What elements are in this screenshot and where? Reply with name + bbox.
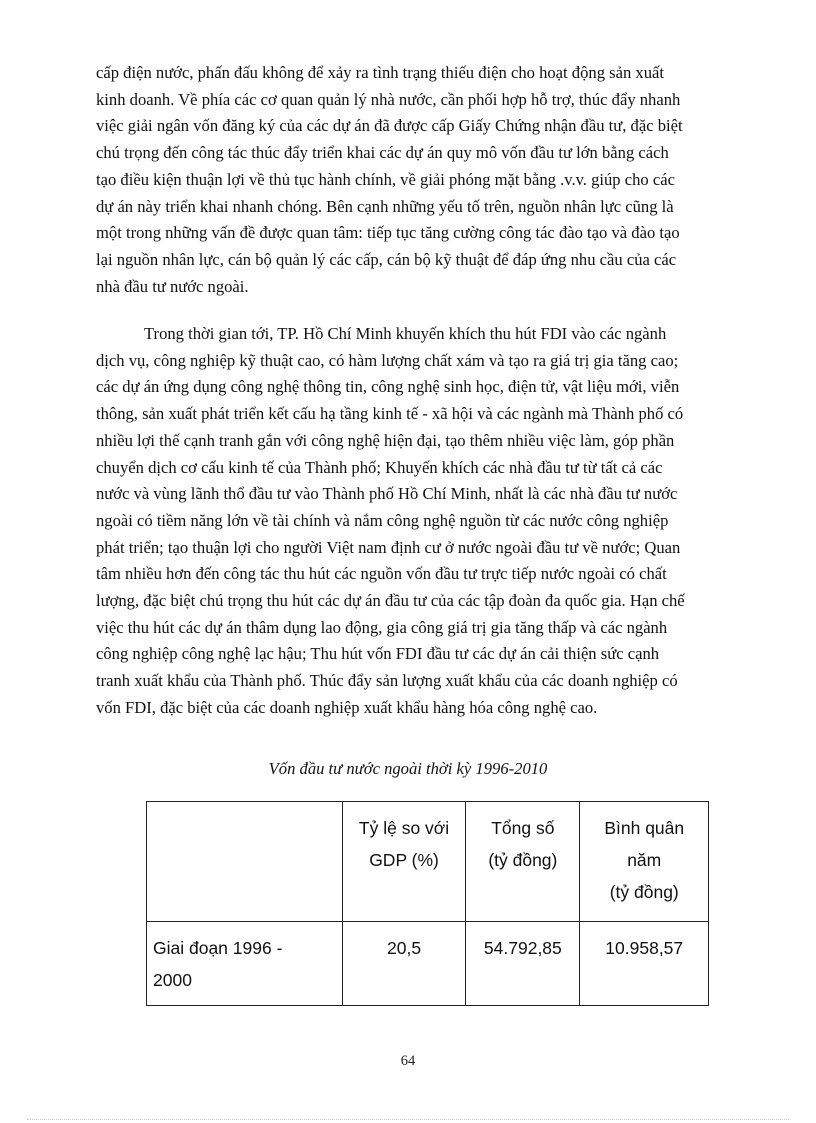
gdp-ratio-cell: 20,5 xyxy=(342,922,465,1006)
text-line: việc giải ngân vốn đăng ký của các dự án đã được cấp Giấy Chứng nhận đầu tư, đặc biệt xyxy=(96,116,683,136)
header-text: năm xyxy=(627,850,662,870)
text-line: nhiều lợi thế cạnh tranh gắn với công nghệ hiện đại, tạo thêm nhiều việc làm, góp phần xyxy=(96,430,675,450)
page-bottom-divider xyxy=(27,1119,789,1120)
header-text: GDP (%) xyxy=(369,850,439,870)
text-line: tạo điều kiện thuận lợi về thủ tục hành chính, về giải phóng mặt bằng .v.v. giúp cho các xyxy=(96,169,675,189)
text-line: nước và vùng lãnh thổ đầu tư vào Thành phố Hồ Chí Minh, nhất là các nhà đầu tư nước xyxy=(96,484,678,504)
table-row xyxy=(147,922,709,1006)
text-line: chuyển dịch cơ cấu kinh tế của Thành phố; Khuyến khích các nhà đầu tư từ tất cả các xyxy=(96,457,663,477)
text-line: tranh xuất khẩu của Thành phố. Thúc đẩy sản lượng xuất khẩu của các doanh nghiệp có xyxy=(96,671,678,691)
text-line: cấp điện nước, phấn đấu không để xảy ra tình trạng thiếu điện cho hoạt động sản xuất xyxy=(96,63,664,82)
total-cell: 54.792,85 xyxy=(466,922,580,1006)
text-line: lượng, đặc biệt chú trọng thu hút các dự án đầu tư của các tập đoàn đa quốc gia. Hạn chế xyxy=(96,591,685,611)
text-line: dự án này triển khai nhanh chóng. Bên cạnh những yếu tố trên, nguồn nhân lực cũng là xyxy=(96,196,674,216)
text-line: vốn FDI, đặc biệt của các doanh nghiệp xuất khẩu hàng hóa công nghệ cao. xyxy=(96,697,598,717)
paragraph-2 xyxy=(96,321,746,722)
page-number: 64 xyxy=(400,1053,416,1069)
text-line: dịch vụ, công nghiệp kỹ thuật cao, có hàm lượng chất xám và tạo ra giá trị gia tăng cao; xyxy=(96,350,679,370)
header-text: Tổng số xyxy=(491,818,555,838)
period-cell xyxy=(147,922,343,1006)
fdi-table xyxy=(146,801,709,1006)
table-caption: Vốn đầu tư nước ngoài thời kỳ 1996-2010 xyxy=(268,759,548,778)
header-empty-cell xyxy=(147,802,343,922)
header-text: Bình quân xyxy=(604,818,685,838)
text-line: ngoài có tiềm năng lớn về tài chính và nắm công nghệ nguồn từ các nước công nghiệp xyxy=(96,510,669,530)
header-gdp-ratio xyxy=(342,802,465,922)
table-header-row xyxy=(147,802,709,922)
text-line: việc thu hút các dự án thâm dụng lao động, gia công giá trị gia tăng thấp và các ngành xyxy=(96,617,668,637)
cell-text: 2000 xyxy=(153,970,192,990)
text-line: phát triển; tạo thuận lợi cho người Việt nam định cư ở nước ngoài đầu tư về nước; Quan xyxy=(96,537,681,557)
header-text: (tỷ đồng) xyxy=(488,850,558,870)
header-total xyxy=(466,802,580,922)
header-text: Tỷ lệ so với xyxy=(358,818,450,838)
cell-text: Giai đoạn 1996 - xyxy=(153,938,283,958)
text-line: kinh doanh. Về phía các cơ quan quản lý nhà nước, cần phối hợp hỗ trợ, thúc đẩy nhanh xyxy=(96,89,681,109)
text-line: các dự án ứng dụng công nghệ thông tin, công nghệ sinh học, điện tử, vật liệu mới, viễn xyxy=(96,377,680,397)
text-line: một trong những vấn đề được quan tâm: tiếp tục tăng cường công tác đào tạo và đào tạo xyxy=(96,223,680,243)
text-line: thông, sản xuất phát triển kết cấu hạ tầng kinh tế - xã hội và các ngành mà Thành phố có xyxy=(96,404,684,424)
paragraph-1 xyxy=(96,60,746,300)
text-line: lại nguồn nhân lực, cán bộ quản lý các cấp, cán bộ kỹ thuật để đáp ứng nhu cầu của các xyxy=(96,249,677,269)
text-line: chú trọng đến công tác thúc đẩy triển khai các dự án quy mô vốn đầu tư lớn bằng cách xyxy=(96,143,669,163)
annual-average-cell: 10.958,57 xyxy=(580,922,709,1006)
text-line: công nghiệp công nghệ lạc hậu; Thu hút vốn FDI đầu tư các dự án cải thiện sức cạnh xyxy=(96,644,660,664)
header-text: (tỷ đồng) xyxy=(609,882,679,902)
text-line: Trong thời gian tới, TP. Hồ Chí Minh khuyến khích thu hút FDI vào các ngành xyxy=(144,324,667,343)
header-annual-average xyxy=(580,802,709,922)
text-line: nhà đầu tư nước ngoài. xyxy=(96,276,249,296)
text-line: tâm nhiều hơn đến công tác thu hút các nguồn vốn đầu tư trực tiếp nước ngoài có chất xyxy=(96,564,667,584)
